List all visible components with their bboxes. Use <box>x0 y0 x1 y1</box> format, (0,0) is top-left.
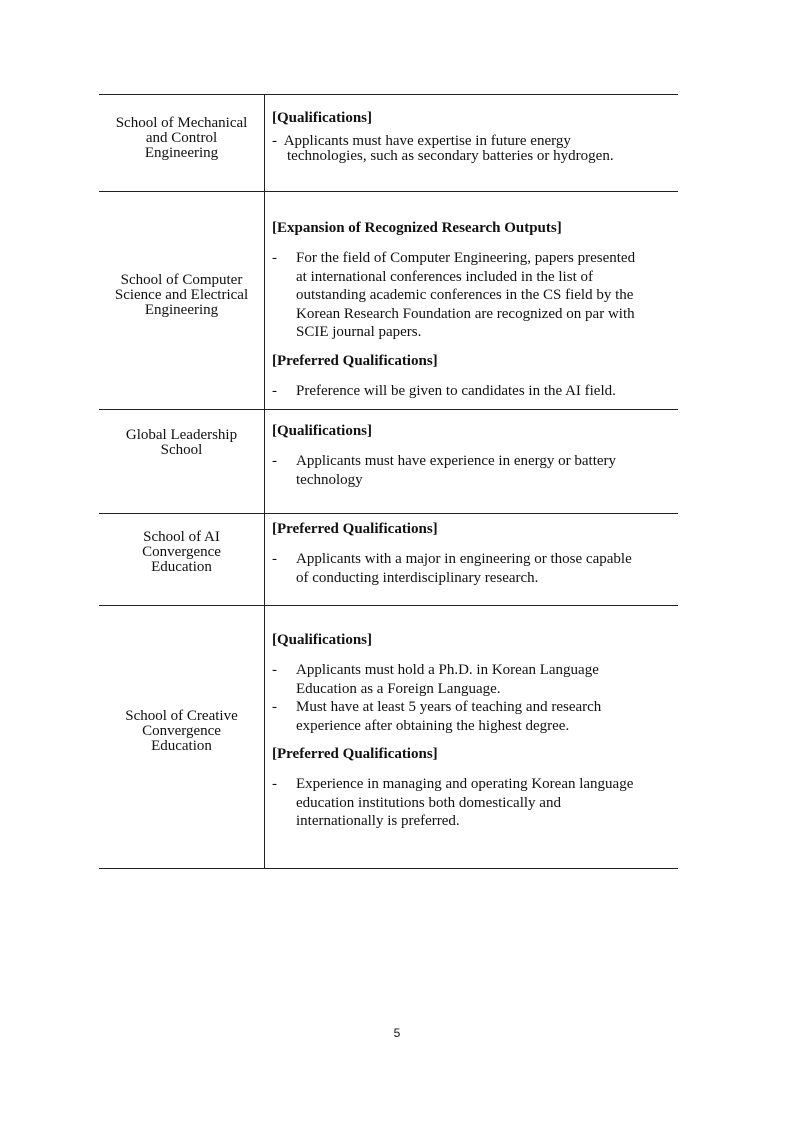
dash: - <box>272 382 277 399</box>
section-heading: [Qualifications] <box>272 110 372 126</box>
table-row <box>99 191 678 410</box>
dash: - <box>272 551 277 567</box>
school-name: School of Computer Science and Electrical Engineering <box>114 272 249 318</box>
row-content <box>272 631 672 831</box>
page-number: 5 <box>393 1026 401 1040</box>
table-row <box>99 95 678 192</box>
dash: - <box>272 133 277 149</box>
section-heading: [Preferred Qualifications] <box>272 352 438 369</box>
school-name: School of Creative Convergence Education <box>125 708 238 754</box>
row-content <box>272 219 672 400</box>
row-content <box>272 422 672 489</box>
dash: - <box>272 776 277 792</box>
dash: - <box>272 662 277 678</box>
row-content <box>272 520 672 587</box>
table-row <box>99 513 678 606</box>
list-item: - Applicants must have expertise in future energy technologies, such as secondary batteries or hydrogen. <box>272 133 614 164</box>
section-heading: [Qualifications] <box>272 423 372 439</box>
list-item: - Applicants with a major in engineering or those capable of conducting interdisciplinary research. <box>272 551 632 586</box>
list-item: - For the field of Computer Engineering, papers presented at international conferences included in the list of outstanding academic conferences in the CS field by the Korean Research Foundation are recognized on par with SCIE journal papers. <box>272 250 636 340</box>
dash: - <box>272 250 277 266</box>
section-heading: [Preferred Qualifications] <box>272 746 438 762</box>
dash: - <box>272 699 277 715</box>
list-item: - Experience in managing and operating Korean language education institutions both domestically and internationally is preferred. <box>272 776 634 829</box>
list-item: - Must have at least 5 years of teaching and research experience after obtaining the highest degree. <box>272 699 602 734</box>
dash: - <box>272 453 277 469</box>
table-row <box>99 409 678 514</box>
school-name: School of Mechanical and Control Engineering <box>115 115 248 161</box>
section-heading: [Preferred Qualifications] <box>272 521 438 537</box>
school-name: School of AI Convergence Education <box>142 529 221 575</box>
row-content <box>272 109 672 164</box>
list-item: - Applicants must hold a Ph.D. in Korean Language Education as a Foreign Language. <box>272 662 599 697</box>
section-heading: [Expansion of Recognized Research Outputs] <box>272 220 562 236</box>
table-row <box>99 605 678 869</box>
list-item: - Applicants must have experience in energy or battery technology <box>272 453 617 488</box>
section-heading: [Qualifications] <box>272 632 372 648</box>
school-name: Global Leadership School <box>125 427 238 458</box>
list-item: - Preference will be given to candidates in the AI field. <box>272 382 616 399</box>
